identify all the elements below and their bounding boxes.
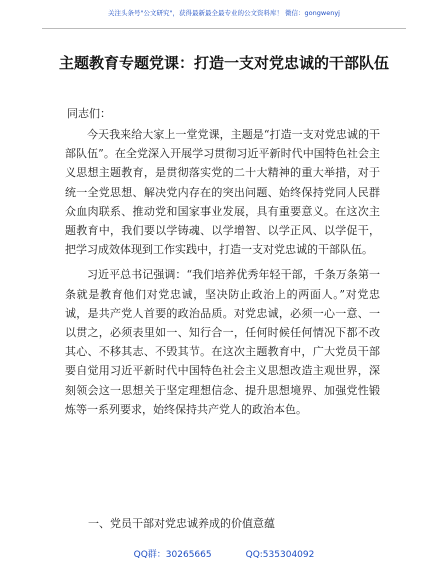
paragraph-2: 习近平总书记强调：“我们培养优秀年轻干部，千条万条第一条就是教育他们对党忠诚，坚决防止政治上的两面人。”对党忠诚，是共产党人首要的政治品质。对党忠诚，必须一心一意、一以贯之，必须表里如一、知行合一，任何时候任何情况下都不改其心、不移其志、不毁其节。在这次主题教育中，广大党员干部要自觉用习近平新时代中国特色社会主义思想改造主观世界，深刻领会这一思想关于坚定理想信念、提升思想境界、加强党性锻炼等一系列要求，始终保持共产党人的政治本色。 — [65, 268, 380, 416]
footer-qq: QQ:535304092 — [245, 550, 315, 560]
header-banner: 关注头条号"公文研究"，获得最新最全最专业的公文资料库！ 微信：gongwenyj — [108, 9, 340, 17]
document-title: 主题教育专题党课：打造一支对党忠诚的干部队伍 — [58, 54, 389, 72]
header-divider — [42, 28, 406, 29]
salutation: 同志们： — [67, 107, 111, 120]
footer-contact — [0, 547, 448, 560]
paragraph-1: 今天我来给大家上一堂党课，主题是“打造一支对党忠诚的干部队伍”。在全党深入开展学习贯彻习近平新时代中国特色社会主义思想主题教育，是贯彻落实党的二十大精神的重大举措，对于统一全党思想、解决党内存在的突出问题、始终保持党同人民群众血肉联系、推动党和国家事业发展，具有重要意义。在这次主题教育中，我们要以学铸魂、以学增智、以学正风、以学促干，把学习成效体现到工作实践中，打造一支对党忠诚的干部队伍。 — [65, 128, 380, 257]
document-body — [65, 125, 380, 425]
footer-qq-group: QQ群：30265665 — [133, 550, 212, 560]
section-heading: 一、党员干部对党忠诚养成的价值意蕴 — [88, 517, 275, 530]
